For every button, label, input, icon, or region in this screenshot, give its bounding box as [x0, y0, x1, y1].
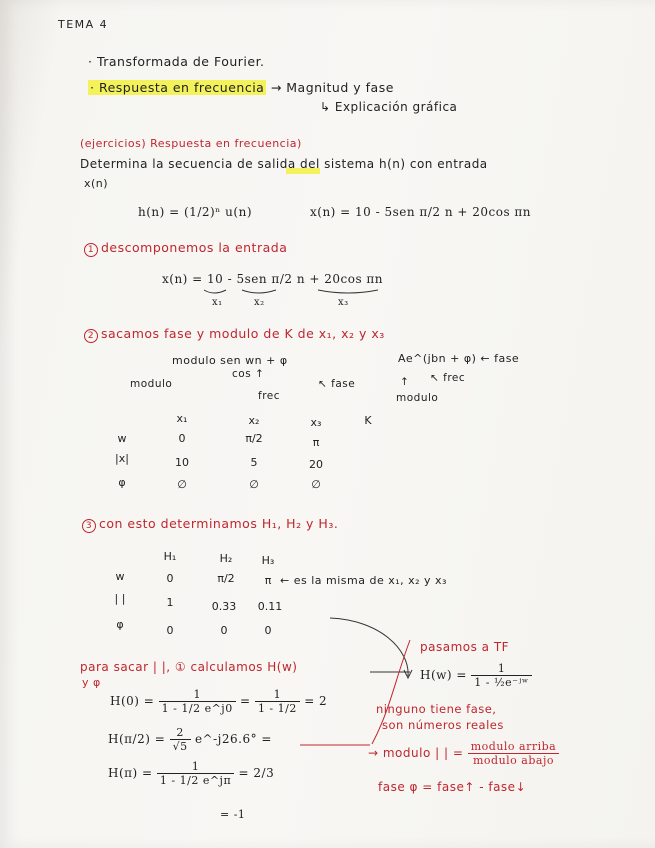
table3-cell: 0	[220, 624, 228, 637]
table2-cell: ∅	[177, 478, 187, 491]
table2-cell: π	[312, 436, 320, 449]
exercise-statement-xn: x(n)	[84, 177, 109, 190]
table2-cell: π/2	[245, 432, 263, 445]
red-curve	[372, 640, 410, 744]
h-n-definition: h(n) = (1/2)ⁿ u(n)	[138, 205, 253, 219]
step2-annot-fase: ↖ fase	[318, 378, 356, 390]
table3-cell: 0.33	[211, 600, 237, 613]
h0-lhs: H(0) =	[110, 694, 155, 708]
table3-cell: 0	[166, 572, 174, 585]
step1-part-x3: x₃	[338, 297, 349, 308]
table3-cell: 1	[166, 596, 174, 609]
hpi2-eq: =	[261, 732, 272, 746]
hpi2-den: √5	[172, 740, 188, 753]
table3-row-mod-label: | |	[114, 592, 126, 605]
step2-annot-right-frec: ↖ frec	[430, 372, 466, 384]
step1-number: 1	[84, 243, 98, 257]
step2-annot-left: modulo sen wn + φ	[172, 354, 288, 367]
table2-row-w-label: w	[117, 432, 127, 445]
topic-arrow-label: → Magnitud y fase	[270, 80, 394, 95]
topic-sub: ↳ Explicación gráfica	[320, 100, 458, 114]
step2-annot-frec: frec	[258, 390, 281, 402]
step1-expression: x(n) = 10 - 5sen π/2 n + 20cos πn	[162, 272, 384, 286]
table3-cell: 0.11	[257, 600, 283, 613]
modulo-lhs: → modulo | | =	[368, 746, 464, 760]
step3-number: 3	[82, 519, 96, 533]
h0-result: = 2	[304, 694, 328, 708]
pasamos-tf: pasamos a TF	[420, 640, 510, 654]
step2-annot-cos: cos ↑	[232, 368, 265, 380]
table2-cell: ∅	[311, 478, 321, 491]
h0-den2: 1 - 1/2	[257, 702, 297, 715]
modulo-num: modulo arriba	[468, 740, 560, 754]
h0-eq: =	[240, 694, 251, 708]
table3-row-phase-label: φ	[116, 618, 124, 631]
hpi-num: 1	[157, 760, 234, 774]
step3-title: con esto determinamos H₁, H₂ y H₃.	[99, 516, 339, 531]
step2-annot-modulo: modulo	[130, 378, 173, 390]
table2-cell: 0	[178, 432, 186, 445]
hw-den: 1 - ½e⁻ʲʷ	[474, 676, 529, 689]
hpi2-lhs: H(π/2) =	[108, 732, 166, 746]
table3-col-h1: H₁	[163, 550, 177, 563]
table3-cell: π	[264, 574, 272, 587]
y-phi: y φ	[82, 676, 101, 689]
table3-col-h2: H₂	[219, 552, 233, 565]
table3-cell: π/2	[217, 572, 235, 585]
table2-row-phase-label: φ	[118, 476, 126, 489]
table2-cell: 20	[309, 458, 323, 471]
modulo-den: modulo abajo	[472, 754, 554, 767]
fase-rule: fase φ = fase↑ - fase↓	[378, 780, 527, 794]
table2-col-k: K	[364, 414, 372, 427]
note-real-2: son números reales	[382, 718, 504, 732]
hpi2-num: 2	[170, 726, 191, 740]
x-n-definition: x(n) = 10 - 5sen π/2 n + 20cos πn	[310, 205, 532, 219]
step1-part-x2: x₂	[254, 297, 265, 308]
table3-cell: 0	[166, 624, 174, 637]
exercise-statement: Determina la secuencia de salida del sistema h(n) con entrada	[80, 157, 488, 171]
h0-den: 1 - 1/2 e^j0	[161, 702, 233, 715]
step2-annot-right-arrow: ↑	[400, 376, 410, 388]
h0-num: 1	[159, 688, 236, 702]
table2-cell: 10	[175, 456, 189, 469]
page-title: TEMA 4	[58, 18, 109, 31]
hpi-result: = 2/3	[238, 766, 275, 780]
table3-row-w-label: w	[115, 570, 125, 583]
step1-title: descomponemos la entrada	[101, 240, 288, 255]
underbrace-x2	[242, 290, 276, 293]
step2-number: 2	[84, 329, 98, 343]
table3-cell: 0	[264, 624, 272, 637]
topic-frequency-response-label: · Respuesta en frecuencia	[90, 80, 265, 95]
table2-row-mod-label: |x|	[115, 452, 129, 465]
underbrace-x3	[318, 290, 378, 293]
table3-note: ← es la misma de x₁, x₂ y x₃	[280, 574, 447, 587]
table2-cell: 5	[250, 456, 258, 469]
hpi2-exp: e^-j26.6°	[194, 732, 258, 746]
hw-lhs: H(w) =	[420, 668, 467, 682]
h0-num2: 1	[255, 688, 300, 702]
step2-annot-right: Ae^(jbn + φ) ← fase	[398, 352, 520, 365]
underbrace-x1	[204, 290, 226, 293]
step1-part-x1: x₁	[212, 297, 223, 308]
curve-arrow-top	[330, 618, 408, 676]
table2-col-x1: x₁	[176, 412, 188, 425]
hpi-den: 1 - 1/2 e^jπ	[159, 774, 232, 787]
table2-col-x2: x₂	[248, 414, 260, 427]
hw-num: 1	[471, 662, 532, 676]
step2-title: sacamos fase y modulo de K de x₁, x₂ y x₃	[101, 326, 385, 341]
para-sacar: para sacar | |, ① calculamos H(w)	[80, 660, 298, 674]
step2-annot-right-modulo: modulo	[396, 392, 439, 404]
topic-fourier: · Transformada de Fourier.	[88, 54, 265, 69]
hpi-lhs: H(π) =	[108, 766, 153, 780]
hpi-under: = -1	[220, 808, 246, 821]
table3-col-h3: H₃	[261, 554, 275, 567]
table2-cell: ∅	[249, 478, 259, 491]
table2-col-x3: x₃	[310, 416, 322, 429]
exercise-title: (ejercicios) Respuesta en frecuencia)	[80, 137, 302, 150]
note-real-1: ninguno tiene fase,	[376, 702, 497, 716]
